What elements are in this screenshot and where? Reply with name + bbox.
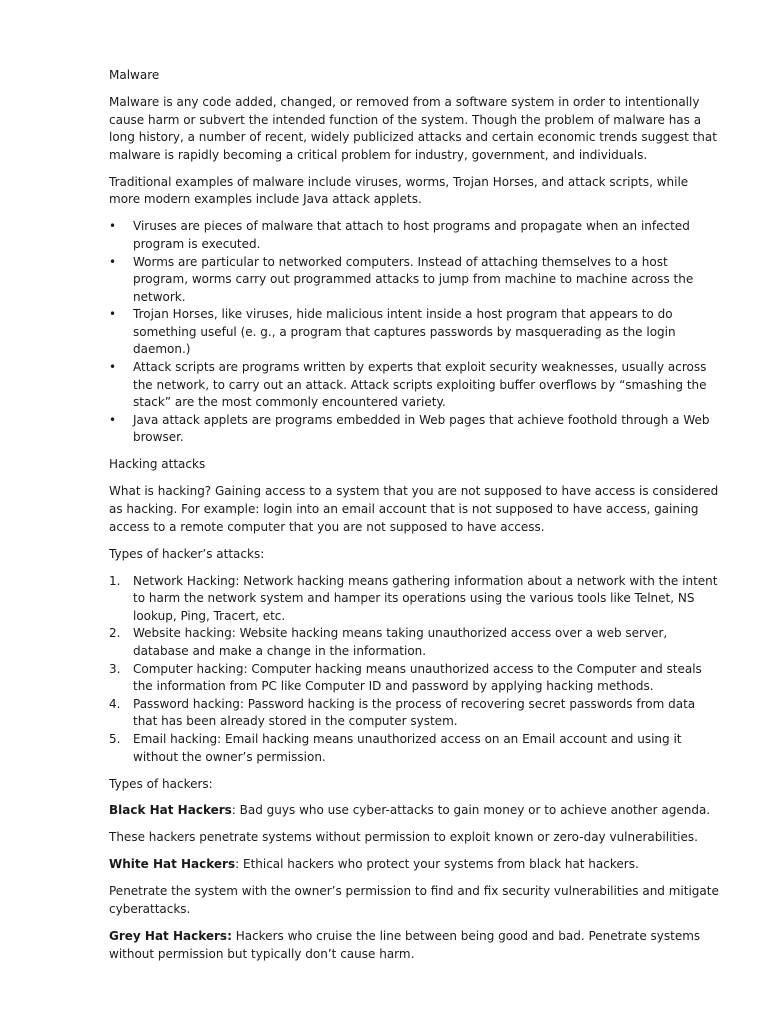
list-item (109, 359, 719, 412)
paragraph-malware-examples: Traditional examples of malware include viruses, worms, Trojan Horses, and attack scripts, while more modern examples include Java attack applets. (109, 174, 689, 207)
list-item-text: Website hacking: Website hacking means taking unauthorized access over a web server, database and make a change in the information. (133, 626, 668, 658)
list-item (109, 731, 719, 766)
list-item (109, 218, 719, 253)
list-item (109, 625, 719, 660)
attack-types-list (109, 573, 719, 767)
paragraph-hacking-definition: What is hacking? Gaining access to a system that you are not supposed to have access is considered as hacking. For example: login into an email account that is not supposed to have access, gaining access to a remote computer that you are not supposed to have access. (109, 484, 719, 534)
list-item-text: Network Hacking: Network hacking means gathering information about a network with the intent to harm the network system and hamper its operations using the various tools like Telnet, NS lookup, Ping, Tracert, etc. (133, 573, 718, 623)
bullet-icon: • (109, 254, 117, 269)
list-number: 4. (109, 696, 121, 711)
paragraph-grey-hat (109, 928, 719, 963)
document-page (109, 67, 719, 973)
list-item-text: Java attack applets are programs embedded in Web pages that achieve foothold through a Web browser. (133, 412, 710, 445)
list-item-text: Worms are particular to networked computers. Instead of attaching themselves to a host program, worms carry out programmed attacks to jump from machine to machine across the network. (133, 254, 694, 304)
list-number: 2. (109, 626, 121, 641)
section-heading-malware: Malware (109, 68, 160, 82)
term-black-hat: Black Hat Hackers (109, 803, 232, 818)
definition-grey-hat: Hackers who cruise the line between being good and bad. Penetrate systems without permission but typically don’t cause harm. (109, 929, 701, 961)
section-heading-hacking: Hacking attacks (109, 457, 206, 472)
list-item (109, 412, 719, 447)
paragraph-white-hat (109, 856, 719, 874)
definition-white-hat: : Ethical hackers who protect your systems from black hat hackers. (235, 857, 639, 872)
list-item (109, 661, 719, 696)
list-item (109, 254, 719, 307)
list-number: 1. (109, 573, 121, 588)
malware-types-list (109, 218, 719, 447)
list-number: 3. (109, 661, 121, 676)
label-types-of-hackers: Types of hackers: (109, 776, 213, 791)
definition-black-hat: : Bad guys who use cyber-attacks to gain money or to achieve another agenda. (231, 803, 711, 818)
paragraph-black-hat-detail: These hackers penetrate systems without permission to exploit known or zero-day vulnerabilities. (109, 830, 698, 845)
list-item (109, 306, 719, 359)
paragraph-black-hat (109, 802, 719, 820)
bullet-icon: • (109, 307, 117, 322)
bullet-icon: • (109, 360, 117, 375)
paragraph-white-hat-detail: Penetrate the system with the owner’s permission to find and fix security vulnerabilities and mitigate cyberattacks. (109, 884, 719, 917)
list-item (109, 573, 719, 626)
label-types-of-attacks: Types of hacker’s attacks: (109, 546, 265, 561)
list-item-text: Attack scripts are programs written by experts that exploit security weaknesses, usually across the network, to carry out an attack. Attack scripts exploiting buffer overflows by “smashing the stack” are the most commonly encountered variety. (133, 360, 707, 410)
bullet-icon: • (109, 412, 117, 427)
paragraph-malware-definition: Malware is any code added, changed, or removed from a software system in order to intentionally cause harm or subvert the intended function of the system. Though the problem of malware has a long history, a number of recent, widely publicized attacks and certain economic trends suggest that malware is rapidly becoming a critical problem for industry, government, and individuals. (109, 94, 717, 162)
term-white-hat: White Hat Hackers (109, 857, 236, 872)
bullet-icon: • (109, 219, 117, 234)
list-item-text: Trojan Horses, like viruses, hide malicious intent inside a host program that appears to do something useful (e. g., a program that captures passwords by masquerading as the login daemon.) (133, 307, 676, 357)
list-item (109, 696, 719, 731)
list-item-text: Computer hacking: Computer hacking means unauthorized access to the Computer and steals the information from PC like Computer ID and password by applying hacking methods. (133, 661, 702, 694)
list-item-text: Password hacking: Password hacking is the process of recovering secret passwords from data that has been already stored in the computer system. (133, 696, 696, 729)
list-number: 5. (109, 731, 121, 746)
term-grey-hat: Grey Hat Hackers: (109, 929, 232, 944)
list-item-text: Email hacking: Email hacking means unauthorized access on an Email account and using it without the owner’s permission. (133, 731, 682, 764)
list-item-text: Viruses are pieces of malware that attach to host programs and propagate when an infected program is executed. (133, 219, 690, 251)
